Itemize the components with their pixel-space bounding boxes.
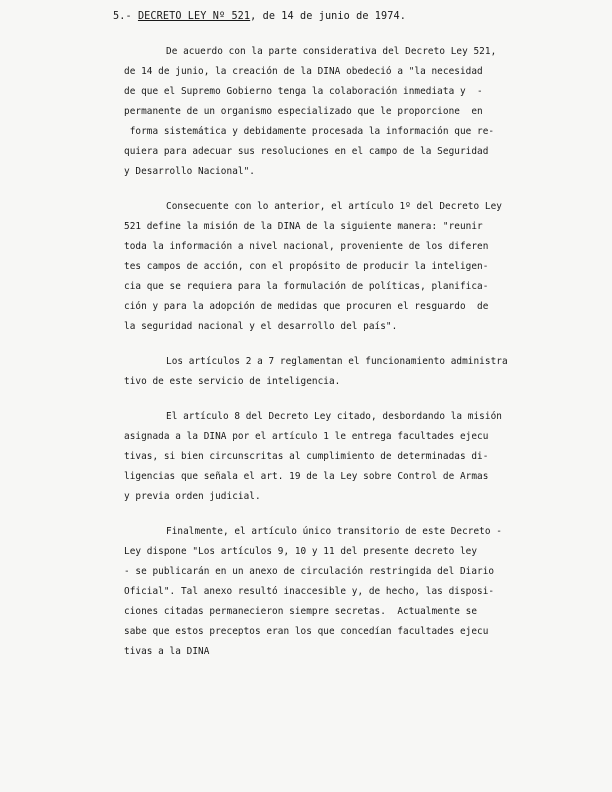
section-heading (113, 11, 406, 22)
paragraph-5-line-5: ciones citadas permanecieron siempre secretas. Actualmente se (124, 606, 478, 617)
paragraph-1-line-5: forma sistemática y debidamente procesada la información que re- (124, 126, 495, 137)
paragraph-1-line-3: de que el Supremo Gobierno tenga la colaboración inmediata y - (124, 86, 483, 97)
decree-date: , de 14 de junio de 1974. (250, 11, 406, 22)
paragraph-2-line-3: toda la información a nivel nacional, proveniente de los diferen (124, 241, 489, 252)
paragraph-5-line-3: - se publicarán en un anexo de circulación restringida del Diario (124, 566, 495, 577)
paragraph-1-line-1: De acuerdo con la parte considerativa del Decreto Ley 521, (166, 46, 497, 57)
paragraph-2-line-2: 521 define la misión de la DINA de la siguiente manera: "reunir (124, 221, 483, 232)
paragraph-1-line-6: quiera para adecuar sus resoluciones en el campo de la Seguridad (124, 146, 489, 157)
paragraph-5-line-7: tivas a la DINA (124, 646, 210, 657)
paragraph-4-line-2: asignada a la DINA por el artículo 1 le entrega facultades ejecu (124, 431, 489, 442)
paragraph-2-line-4: tes campos de acción, con el propósito de producir la inteligen- (124, 261, 489, 272)
paragraph-5-line-1: Finalmente, el artículo único transitorio de este Decreto - (166, 526, 502, 537)
paragraph-4-line-1: El artículo 8 del Decreto Ley citado, desbordando la misión (166, 411, 502, 422)
paragraph-4-line-3: tivas, si bien circunscritas al cumplimiento de determinadas di- (124, 451, 489, 462)
paragraph-4-line-5: y previa orden judicial. (124, 491, 261, 502)
paragraph-2-line-5: cia que se requiera para la formulación de políticas, planifica- (124, 281, 489, 292)
paragraph-3-line-1: Los artículos 2 a 7 reglamentan el funcionamiento administra (166, 356, 508, 367)
paragraph-3-line-2: tivo de este servicio de inteligencia. (124, 376, 341, 387)
paragraph-1-line-7: y Desarrollo Nacional". (124, 166, 255, 177)
decree-title: DECRETO LEY Nº 521 (137, 11, 251, 22)
paragraph-1-line-4: permanente de un organismo especializado que le proporcione en (124, 106, 483, 117)
paragraph-4-line-4: ligencias que señala el art. 19 de la Ley sobre Control de Armas (124, 471, 489, 482)
paragraph-5-line-2: Ley dispone "Los artículos 9, 10 y 11 del presente decreto ley (124, 546, 478, 557)
paragraph-5-line-6: sabe que estos preceptos eran los que concedían facultades ejecu (124, 626, 489, 637)
paragraph-2-line-1: Consecuente con lo anterior, el artículo 1º del Decreto Ley (166, 201, 502, 212)
section-number: 5.- (113, 11, 138, 22)
paragraph-1-line-2: de 14 de junio, la creación de la DINA obedeció a "la necesidad (124, 66, 483, 77)
paragraph-2-line-7: la seguridad nacional y el desarrollo del país". (124, 321, 398, 332)
paragraph-2-line-6: ción y para la adopción de medidas que procuren el resguardo de (124, 301, 489, 312)
paragraph-5-line-4: Oficial". Tal anexo resultó inaccesible y, de hecho, las disposi- (124, 586, 495, 597)
